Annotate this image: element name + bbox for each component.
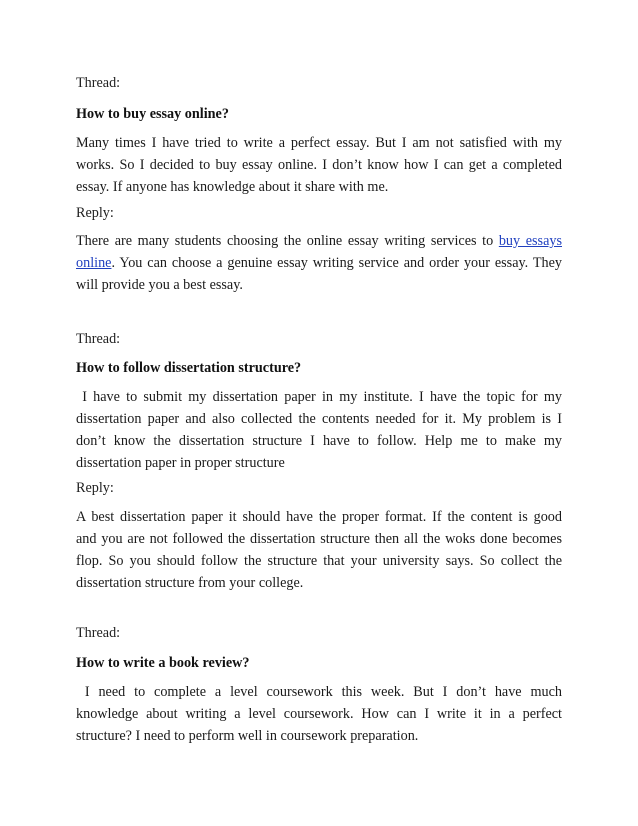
thread-question bbox=[76, 681, 562, 747]
question-line: I need to complete a level coursework this week. But I don’t have much bbox=[76, 684, 562, 700]
reply-line: A best dissertation paper it should have the proper format. If the content is good bbox=[76, 509, 562, 525]
thread-title: How to buy essay online? bbox=[76, 106, 229, 122]
reply-text-segment: . You can choose a genuine essay writing service and order your essay. They bbox=[111, 255, 562, 271]
question-line: essay. If anyone has knowledge about it share with me. bbox=[76, 179, 389, 195]
question-line: dissertation paper in proper structure bbox=[76, 455, 285, 471]
buy-essays-online-link[interactable]: buy essays bbox=[498, 233, 562, 249]
buy-essays-online-link[interactable]: online bbox=[76, 255, 112, 271]
reply-line: flop. So you should follow the structure that your university says. So collect the bbox=[76, 553, 562, 569]
question-line: I have to submit my dissertation paper in my institute. I have the topic for my bbox=[76, 389, 562, 405]
question-line: structure? I need to perform well in coursework preparation. bbox=[76, 728, 419, 744]
reply-text bbox=[76, 506, 562, 594]
thread-label: Thread: bbox=[76, 625, 121, 641]
reply-line bbox=[76, 230, 562, 252]
question-line: don’t know the dissertation structure I have to follow. Help me to make my bbox=[76, 433, 562, 449]
thread-title: How to write a book review? bbox=[76, 655, 250, 671]
reply-text bbox=[76, 230, 562, 296]
reply-line bbox=[76, 252, 562, 274]
reply-line: will provide you a best essay. bbox=[76, 277, 243, 293]
thread-label: Thread: bbox=[76, 331, 121, 347]
thread-question bbox=[76, 386, 562, 474]
question-line: Many times I have tried to write a perfect essay. But I am not satisfied with my bbox=[76, 135, 562, 151]
thread-question bbox=[76, 132, 562, 198]
thread-title: How to follow dissertation structure? bbox=[76, 360, 302, 376]
question-line: knowledge about writing a level coursework. How can I write it in a perfect bbox=[76, 706, 562, 722]
question-line: works. So I decided to buy essay online. I don’t know how I can get a completed bbox=[76, 157, 562, 173]
question-line: dissertation paper and also collected the contents needed for it. My problem is I bbox=[76, 411, 562, 427]
reply-label: Reply: bbox=[76, 205, 114, 221]
thread-label: Thread: bbox=[76, 75, 121, 91]
reply-label: Reply: bbox=[76, 480, 114, 496]
reply-line: dissertation structure from your college. bbox=[76, 575, 304, 591]
reply-line: and you are not followed the dissertation structure then all the woks done becomes bbox=[76, 531, 562, 547]
reply-text-segment: There are many students choosing the online essay writing services to bbox=[76, 233, 499, 249]
